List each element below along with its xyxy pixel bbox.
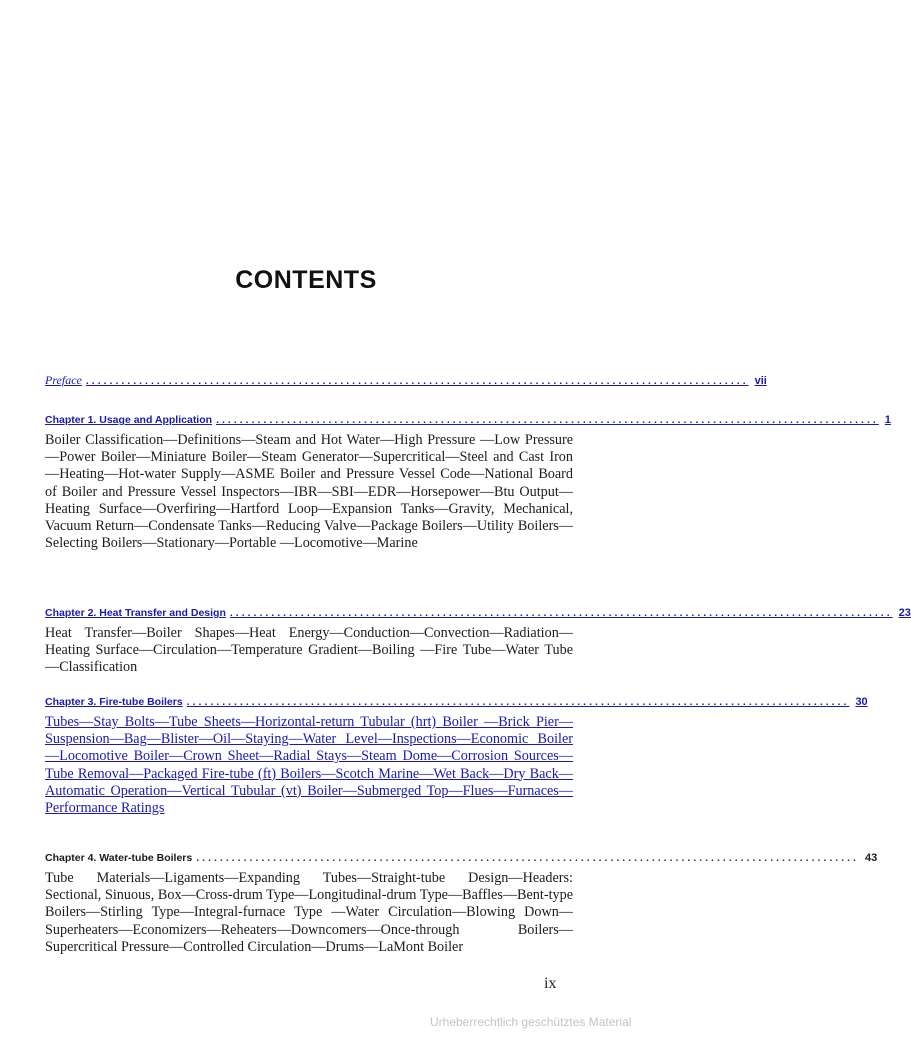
- toc-entry-preface: [45, 372, 767, 388]
- toc-entry-chapter-3: [45, 694, 868, 817]
- chapter-4-topics: Tube Materials—Ligaments—Expanding Tubes—Straight-tube Design—Headers: Sectional, Sinuous, Box—Cross-drum Type—Longitudinal-drum Type—Baffles—Bent-type Boilers—Stirling Type—Integral-furnace Type —Water Circulation—Blowing Down—Superheaters—Economizers—Reheaters—Downcomers—Once-through Boilers—Supercritical Pressure—Controlled Circulation—Drums—LaMont Boiler: [45, 870, 573, 955]
- chapter-3-topics[interactable]: Tubes—Stay Bolts—Tube Sheets—Horizontal-return Tubular (hrt) Boiler —Brick Pier—Suspension—Bag—Blister—Oil—Staying—Water Level—Inspections—Economic Boiler—Locomotive Boiler—Crown Sheet—Radial Stays—Steam Dome—Corrosion Sources—Tube Removal—Packaged Fire-tube (ft) Boilers—Scotch Marine—Wet Back—Dry Back—Automatic Operation—Vertical Tubular (vt) Boiler—Submerged Top—Flues—Furnaces—Performance Ratings: [45, 714, 573, 817]
- toc-entry-label: Chapter 1. Usage and Application: [45, 414, 213, 426]
- leader-dots: ................................................................................................................: [216, 414, 879, 426]
- toc-entry-label: Chapter 2. Heat Transfer and Design: [45, 607, 226, 619]
- toc-entry-page: 30: [855, 696, 868, 708]
- toc-entry-page: vii: [754, 375, 767, 387]
- toc-entry-label: Preface: [45, 373, 82, 387]
- leader-dots: ................................................................................................................: [229, 607, 893, 619]
- toc-entry-chapter-4: [45, 850, 878, 956]
- toc-entry-chapter-2: [45, 605, 911, 677]
- toc-entry-page: 1: [884, 414, 891, 426]
- toc-entry-page: 23: [898, 607, 911, 619]
- chapter-2-topics: Heat Transfer—Boiler Shapes—Heat Energy—Conduction—Convection—Radiation—Heating Surface—Circulation—Temperature Gradient—Boiling —Fire Tube—Water Tube—Classification: [45, 625, 573, 676]
- leader-dots: ................................................................................................................: [196, 852, 859, 864]
- toc-entry-page: 43: [864, 852, 878, 864]
- toc-link-chapter-1[interactable]: [45, 412, 891, 428]
- toc-heading-chapter-4: [45, 850, 878, 866]
- page-number: ix: [544, 975, 557, 992]
- page-title: CONTENTS: [235, 266, 377, 294]
- toc-entry-label: Chapter 3. Fire-tube Boilers: [45, 696, 183, 708]
- toc-entry-chapter-1: [45, 412, 891, 552]
- leader-dots: ................................................................................................................: [186, 696, 850, 708]
- toc-link-chapter-2[interactable]: [45, 605, 911, 621]
- toc-entry-label: Chapter 4. Water-tube Boilers: [45, 852, 193, 864]
- leader-dots: ................................................................................................................: [85, 375, 749, 387]
- copyright-watermark: Urheberrechtlich geschütztes Material: [430, 1015, 632, 1029]
- chapter-1-topics: Boiler Classification—Definitions—Steam and Hot Water—High Pressure —Low Pressure—Power Boiler—Miniature Boiler—Steam Generator—Supercritical—Steel and Cast Iron—Heating—Hot-water Supply—ASME Boiler and Pressure Vessel Code—National Board of Boiler and Pressure Vessel Inspectors—IBR—SBI—EDR—Horsepower—Btu Output—Heating Surface—Overfiring—Hartford Loop—Expansion Tanks—Gravity, Mechanical, Vacuum Return—Condensate Tanks—Reducing Valve—Package Boilers—Utility Boilers—Selecting Boilers—Stationary—Portable —Locomotive—Marine: [45, 432, 573, 552]
- toc-link-chapter-3[interactable]: [45, 694, 868, 710]
- toc-link-preface[interactable]: [45, 372, 767, 388]
